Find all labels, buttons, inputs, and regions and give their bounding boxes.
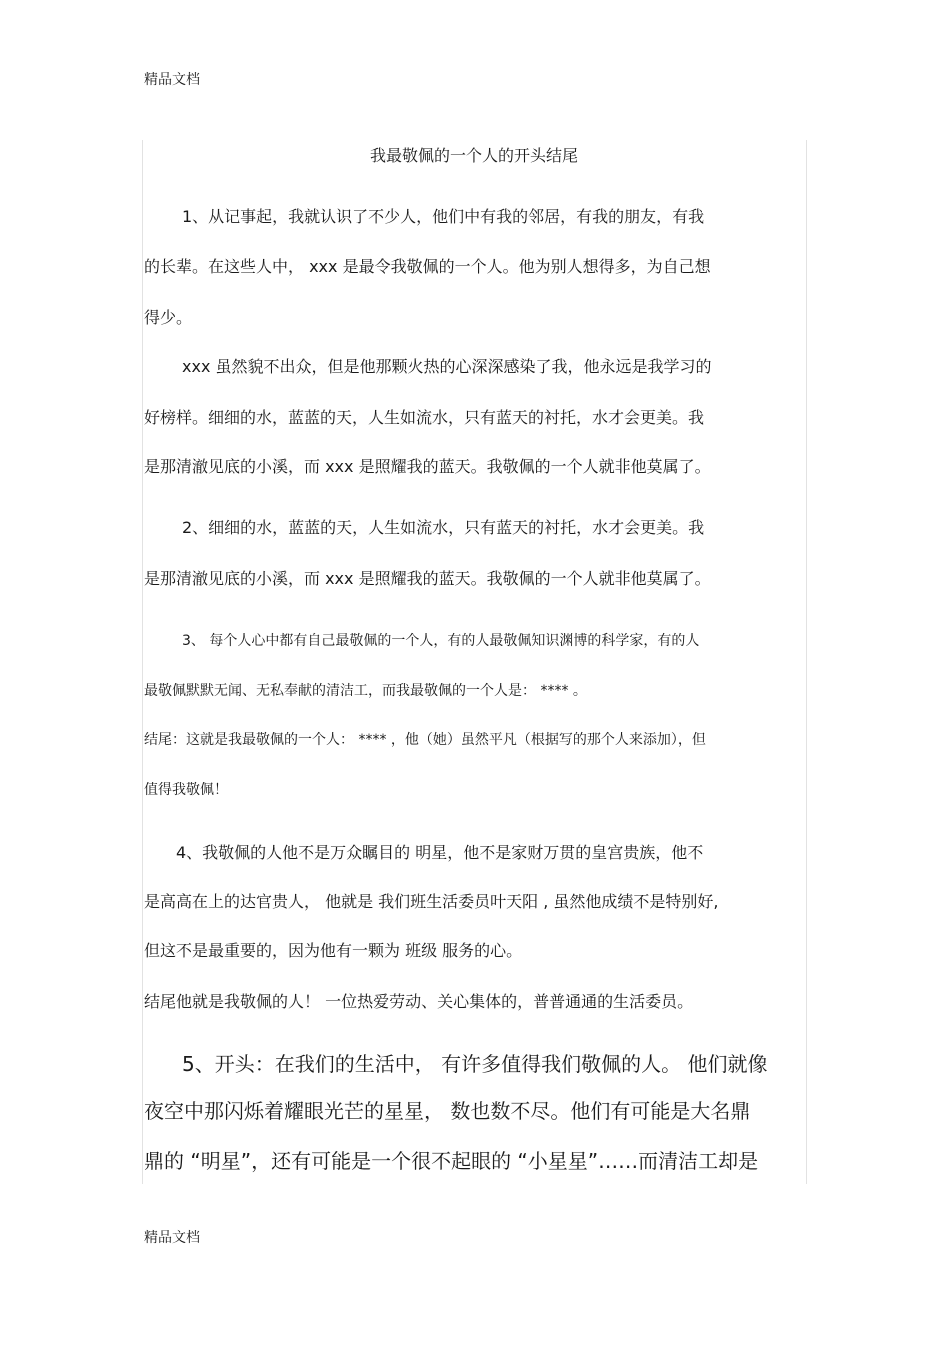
paragraph-2-line-2: 是那清澈见底的小溪，而 xxx 是照耀我的蓝天。我敬佩的一个人就非他莫属了。 <box>144 569 711 588</box>
paragraph-5-line-1: 5、开头：在我们的生活中， 有许多值得我们敬佩的人。 他们就像 <box>182 1052 768 1076</box>
paragraph-4-line-2: 是高高在上的达官贵人， 他就是 我们班生活委员叶天阳 , 虽然他成绩不是特别好, <box>144 892 719 911</box>
paragraph-3-line-4: 值得我敬佩！ <box>144 782 228 798</box>
page-header-mark: 精品文档 <box>144 72 200 88</box>
paragraph-4-line-4: 结尾他就是我敬佩的人！ 一位热爱劳动、关心集体的，普普通通的生活委员。 <box>144 992 694 1011</box>
paragraph-2-line-1: 2、细细的水，蓝蓝的天，人生如流水，只有蓝天的衬托，水才会更美。我 <box>182 518 705 537</box>
paragraph-4-line-3: 但这不是最重要的，因为他有一颗为 班级 服务的心。 <box>144 941 523 960</box>
paragraph-1b-line-1: xxx 虽然貌不出众，但是他那颗火热的心深深感染了我，他永远是我学习的 <box>182 357 712 376</box>
paragraph-1-line-2: 的长辈。在这些人中， xxx 是最令我敬佩的一个人。他为别人想得多，为自己想 <box>144 257 711 276</box>
paragraph-5-line-2: 夜空中那闪烁着耀眼光芒的星星， 数也数不尽。他们有可能是大名鼎 <box>144 1099 751 1123</box>
paragraph-3-line-2: 最敬佩默默无闻、无私奉献的清洁工，而我最敬佩的一个人是： **** 。 <box>144 683 587 699</box>
content-frame-right-border <box>806 140 807 1184</box>
paragraph-1-line-1: 1、从记事起，我就认识了不少人，他们中有我的邻居，有我的朋友，有我 <box>182 207 705 226</box>
paragraph-1b-line-3: 是那清澈见底的小溪，而 xxx 是照耀我的蓝天。我敬佩的一个人就非他莫属了。 <box>144 457 711 476</box>
paragraph-3-line-3: 结尾：这就是我最敬佩的一个人： **** ，他（她）虽然平凡（根据写的那个人来添加），但 <box>144 732 706 748</box>
page-footer-mark: 精品文档 <box>144 1230 200 1246</box>
paragraph-5-line-3: 鼎的 “明星”，还有可能是一个很不起眼的 “小星星”……而清洁工却是 <box>144 1149 759 1173</box>
document-title: 我最敬佩的一个人的开头结尾 <box>369 146 578 165</box>
paragraph-3-line-1: 3、 每个人心中都有自己最敬佩的一个人，有的人最敬佩知识渊博的科学家，有的人 <box>182 633 700 649</box>
paragraph-4-line-1: 4、我敬佩的人他不是万众瞩目的 明星，他不是家财万贯的皇宫贵族，他不 <box>176 843 704 862</box>
content-frame-left-border <box>142 140 143 1184</box>
paragraph-1b-line-2: 好榜样。细细的水，蓝蓝的天，人生如流水，只有蓝天的衬托，水才会更美。我 <box>144 408 705 427</box>
paragraph-1-line-3: 得少。 <box>144 308 193 327</box>
